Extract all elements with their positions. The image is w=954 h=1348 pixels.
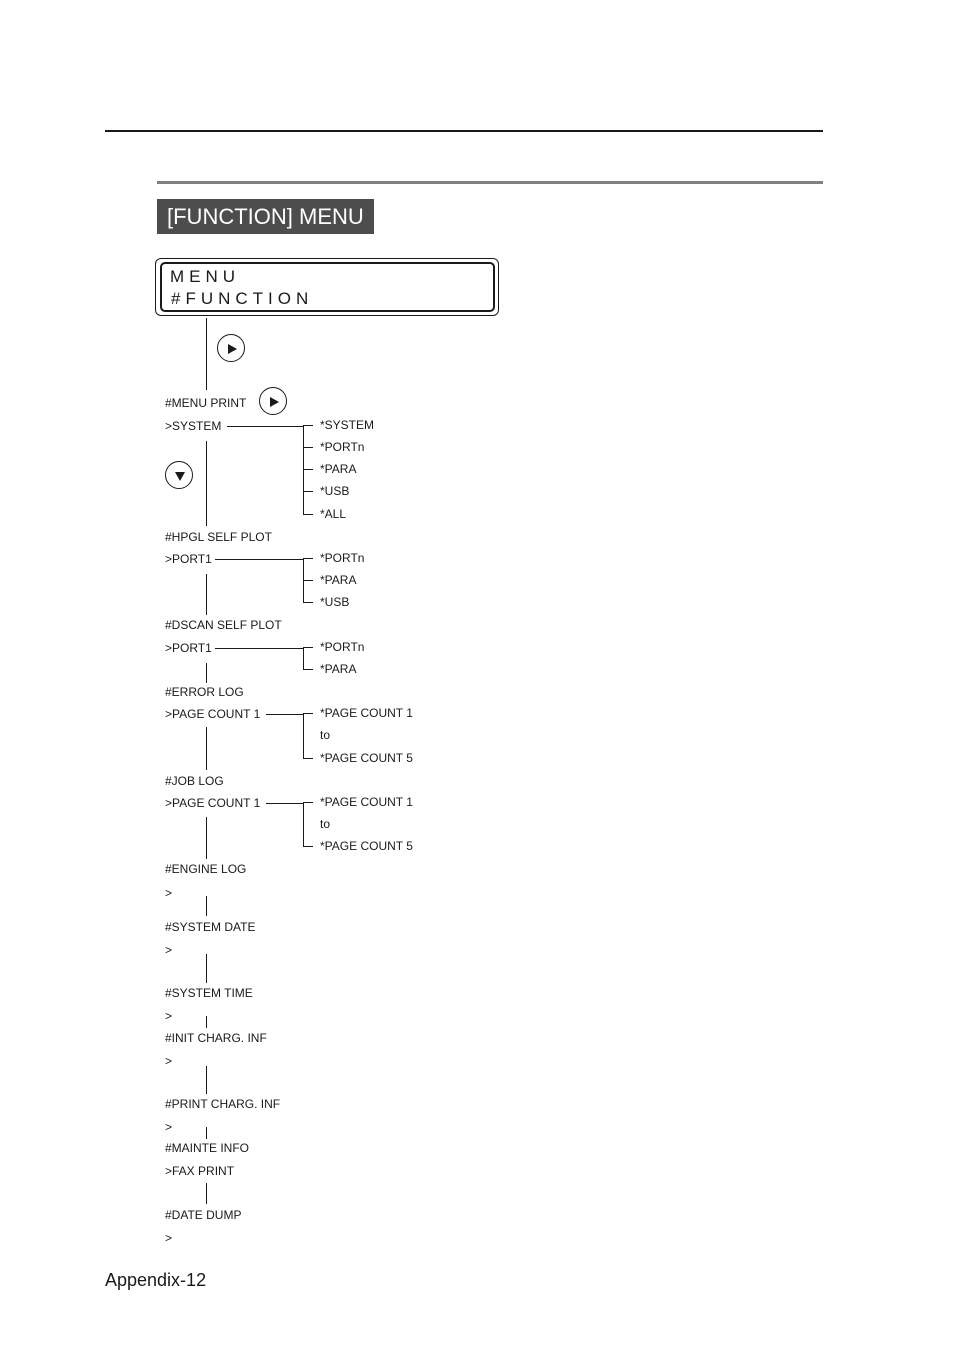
menu-option: *PARA	[320, 662, 357, 676]
menu-item-value: >	[165, 1054, 173, 1068]
tree-connector	[206, 441, 207, 526]
menu-option: *PORTn	[320, 640, 365, 654]
tree-connector	[206, 954, 207, 983]
menu-item-value: >	[165, 886, 173, 900]
menu-option: *PARA	[320, 573, 357, 587]
menu-item-name: #DATE DUMP	[165, 1208, 242, 1222]
menu-option: *SYSTEM	[320, 418, 375, 432]
tree-connector	[206, 1016, 207, 1028]
menu-item-value: >PORT1	[165, 641, 212, 655]
tree-connector	[206, 896, 207, 916]
option-tick	[303, 469, 313, 470]
option-tick	[303, 514, 313, 515]
menu-option: *USB	[320, 484, 350, 498]
tree-connector	[206, 1127, 207, 1139]
option-tick	[303, 669, 313, 670]
menu-option: *PAGE COUNT 5	[320, 751, 413, 765]
menu-item-name: #INIT CHARG. INF	[165, 1031, 267, 1045]
menu-item-name: #MAINTE INFO	[165, 1141, 250, 1155]
branch-connector	[215, 559, 303, 560]
menu-option: *PAGE COUNT 1	[320, 795, 413, 809]
branch-connector	[266, 714, 303, 715]
tree-connector	[206, 727, 207, 770]
menu-item-value: >FAX PRINT	[165, 1164, 235, 1178]
menu-item-name: #MENU PRINT	[165, 396, 247, 410]
menu-option: *PORTn	[320, 551, 365, 565]
menu-item-name: #PRINT CHARG. INF	[165, 1097, 281, 1111]
menu-item-name: #ENGINE LOG	[165, 862, 247, 876]
branch-connector	[215, 648, 303, 649]
option-tick	[303, 647, 313, 648]
tree-connector	[206, 1183, 207, 1204]
section-title: [FUNCTION] MENU	[157, 199, 374, 234]
tree-connector	[206, 817, 207, 859]
menu-item-name: #SYSTEM DATE	[165, 920, 256, 934]
menu-option: *PAGE COUNT 1	[320, 706, 413, 720]
menu-item-value: >PORT1	[165, 552, 212, 566]
down-arrow-key-icon	[165, 461, 193, 489]
tree-connector	[206, 663, 207, 683]
menu-option: *USB	[320, 595, 350, 609]
tree-connector	[206, 574, 207, 615]
option-tick	[303, 758, 313, 759]
menu-item-value: >	[165, 1120, 173, 1134]
menu-option: *PORTn	[320, 440, 365, 454]
menu-item-value: >	[165, 1231, 173, 1245]
menu-option: to	[320, 817, 331, 831]
menu-item-value: >PAGE COUNT 1	[165, 796, 261, 810]
option-tick	[303, 447, 313, 448]
branch-connector	[303, 802, 304, 846]
option-tick	[303, 846, 313, 847]
menu-option: *ALL	[320, 507, 347, 521]
tree-connector	[206, 318, 207, 390]
menu-item-value: >PAGE COUNT 1	[165, 707, 261, 721]
branch-connector	[266, 803, 303, 804]
tree-connector	[206, 1066, 207, 1094]
option-tick	[303, 558, 313, 559]
lcd-line-1: MENU	[170, 267, 241, 286]
option-tick	[303, 713, 313, 714]
option-tick	[303, 580, 313, 581]
menu-item-value: >	[165, 943, 173, 957]
branch-connector	[303, 713, 304, 758]
option-tick	[303, 602, 313, 603]
menu-item-name: #JOB LOG	[165, 774, 224, 788]
menu-item-value: >SYSTEM	[165, 419, 222, 433]
menu-option: *PARA	[320, 462, 357, 476]
menu-item-name: #HPGL SELF PLOT	[165, 530, 272, 544]
option-tick	[303, 802, 313, 803]
menu-option: to	[320, 728, 331, 742]
page-number: Appendix-12	[105, 1270, 207, 1290]
branch-connector	[303, 647, 304, 669]
option-tick	[303, 425, 313, 426]
branch-connector	[227, 426, 303, 427]
menu-item-name: #SYSTEM TIME	[165, 986, 253, 1000]
lcd-line-2: #FUNCTION	[171, 289, 314, 308]
menu-item-name: #DSCAN SELF PLOT	[165, 618, 282, 632]
menu-item-name: #ERROR LOG	[165, 685, 244, 699]
header-rule	[105, 130, 823, 132]
right-arrow-key-icon	[217, 334, 245, 362]
menu-option: *PAGE COUNT 5	[320, 839, 413, 853]
section-rule	[157, 181, 823, 184]
option-tick	[303, 491, 313, 492]
menu-item-value: >	[165, 1009, 173, 1023]
right-arrow-key-icon	[259, 387, 287, 415]
